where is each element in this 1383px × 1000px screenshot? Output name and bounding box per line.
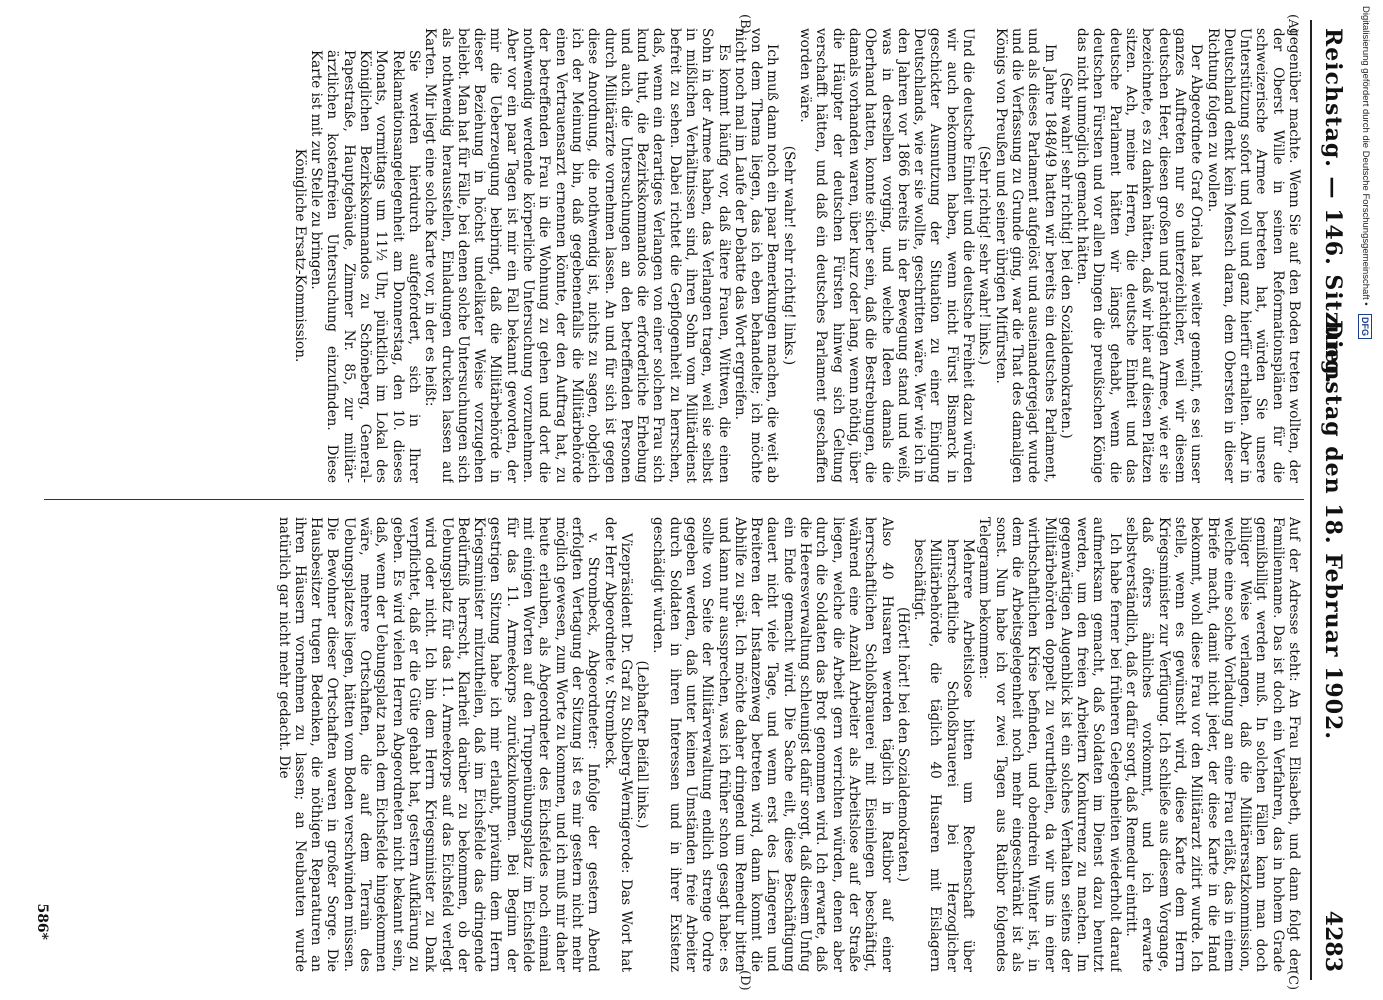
paragraph: Also 40 Husaren werden täglich in Ratibor auf einer herrschaftlichen Schloßbrauerei mit Eiseinlegen beschäftigt, während eine Anzahl Arbeiter als Arbeitslose auf der Straße liegen, welche die Arbeit gern verrichten würden, denen aber durch die Soldaten das Brot genommen wird. Ich erwarte, daß die Heeresverwaltung schleunigst dafür sorgt, daß diesem Unfug ein Ende gemacht wird. Die Sache eilt, diese Beschäftigung dauert nicht viele Tage, und wenn erst des Längeren und Breiteren der Instanzenweg betreten wird, dann kommt die Abhilfe zu spät. Ich möchte daher dringend um Remedur bitten und kann nur aussprechen, was ich früher schon gesagt habe: es sollte von Seite der Militärverwaltung endlich strenge Ordre gegeben werden, daß unter keinen Umständen freie Arbeiter durch Soldaten in ihren Interessen und in ihrer Existenz geschädigt würden.	[650, 517, 895, 972]
paragraph: Ich habe ferner bei früheren Gelegenheiten wiederholt darauf aufmerksam gemacht, daß Soldaten im Dienst dazu benutzt werden, um den freien Arbeitern Konkurrenz zu machen. Im gegenwärtigen Augenblick ist ein solches Verhalten seitens der Militärbehörden doppelt zu verurtheilen, da wir uns in einer wirthschaftlichen Krise befinden, und obendrein Winter ist, in dem die Arbeitsgelegenheit noch mehr eingeschränkt ist als sonst. Nun habe ich vor zwei Tagen aus Ratibor folgendes Telegramm bekommen:	[976, 517, 1123, 972]
right-column	[42, 517, 1302, 972]
header-date: Dienstag den 18. Februar 1902.	[1320, 320, 1346, 741]
interjection: (Sehr richtig! sehr wahr! links.)	[976, 145, 993, 366]
credit-text: Digitalisierung gefördert durch die Deutsche Forschungsgemeinschaft •	[1360, 6, 1371, 306]
interjection: (Sehr wahr! sehr richtig! bei den Sozialdemokraten.)	[1057, 72, 1074, 439]
paragraph: Auf der Adresse steht: An Frau Elisabeth, und dann folgt der Familienname. Das ist doch ein Verfahren, das in hohem Grade gemißbilligt werden muß. In solchen Fällen kann man doch billiger Weise verlangen, daß die Militärersatzkommission, welche eine solche Vorladung an eine Frau erläßt, das in einem Briefe macht, damit nicht jeder, der diese Karte in die Hand bekommt, wohl diese Frau vor den Militärarzt zitirt wurde. Ich stelle, wenn es gewünscht wird, diese Karte dem Herrn Kriegsminister zur Verfügung. Ich schließe aus diesem Vorgange, daß öfters ähnliches vorkommt, und ich erwarte selbstverständlich, daß er dafür sorgt, daß Remedur eintritt.	[1123, 517, 1302, 972]
marker-d: (D)	[737, 970, 752, 991]
paragraph: Es kommt häufig vor, daß ältere Frauen, Wittwen, die einen Sohn in der Armee haben, das Verlangen tragen, weil sie selbst in mißlichen Verhältnissen sind, ihren Sohn vom Militärdienst befreit zu sehen. Dabei richtet die Gepflogenheit zu herrschen, daß, wenn ein derartiges Verlangen von einer solchen Frau sich kund thut, die Bezirkskommandos die erforderliche Erhebung und auch die Untersuchungen an den betreffenden Personen durch Militärärzte vornehmen lassen. An und für sich ist gegen diese Anordnung, die nothwendig ist, nichts zu sagen, obgleich ich der Meinung bin, daß gegebenenfalls die Militärbehörde einen Vertrauensarzt ernennen könnte, der den Auftrag hat, zu der betreffenden Frau in die Wohnung zu gehen und dort die nothwendig werdende körperliche Untersuchung vorzunehmen. Aber vor ein paar Tagen ist mir ein Fall bekannt geworden, der mir die Ueberzeugung beibringt, daß die Militärbehörde in dieser Beziehung in höchst undelikater Weise vorzugehen beliebt. Man hat für Fälle, bei denen solche Untersuchungen sich als nothwendig herausstellen, Einladungen drucken lassen auf Karten. Mir liegt eine solche Karte vor, in der es heißt:	[422, 28, 732, 483]
interjection: (Sehr wahr! sehr richtig! links.)	[780, 145, 797, 366]
left-column	[42, 28, 1302, 483]
interjection: (Lebhafter Beifall links.)	[634, 660, 651, 829]
header-left: Reichstag. — 146. Sitzung.	[1320, 28, 1346, 385]
marker-c: (C)	[1285, 970, 1300, 991]
footer-mark: 586*	[34, 903, 50, 940]
paragraph: Der Abgeordnete Graf Oriola hat weiter gemeint, es sei unser ganzes Auftreten nur so unterzeichlicher, weil wir diesem deutschen Heer, diesen großen und prächtigen Armee, wie er sie bezeichnete, es zu danken hätten, daß wir hier auf diesen Plätzen sitzen. Ach, meine Herren, die deutsche Einheit und das deutsche Parlament hätten wir längst gehabt, wenn die deutschen Fürsten und vor allen Dingen die preußischen Könige das nicht unmöglich gemacht hätten.	[1074, 28, 1205, 483]
signature-line: Königliche Ersatz-Kommission.	[291, 148, 308, 363]
page-number: 4283	[1320, 910, 1346, 972]
newspaper-page	[34, 14, 1356, 991]
paragraph: Ich muß dann noch ein paar Bemerkungen machen, die weit ab von dem Thema liegen, das ich eben behandelte; ich möchte nicht noch mal im Laufe der Debatte das Wort ergreifen.	[731, 28, 781, 483]
marker-b: (B)	[737, 14, 752, 34]
speaker-intro: Vizepräsident Dr. Graf zu Stolberg-Wernigerode: Das Wort hat der Herr Abgeordnete v. Strombeck.	[601, 517, 634, 972]
column-divider	[44, 499, 1304, 500]
dfg-logo-icon: DFG	[1358, 314, 1372, 339]
paragraph: Und die deutsche Einheit und die deutsche Freiheit dazu würden wir auch bekommen haben, wenn nicht Fürst Bismarck in geschickter Ausnutzung der Situation zu einer Einigung Deutschlands, wie er sie wollte, geschritten wäre. Wer wie ich in den Jahren vor 1866 bereits in der Bewegung stand und weiß, was in derselben vorging, und welche Ideen damals die Oberhand hatten, konnte sicher sein, daß die Bestrebungen, die damals vorhanden waren, über kurz oder lang, wenn nöthig, über die Häupter der deutschen Fürsten hinweg sich Geltung verschafft hätten, und daß ein deutsches Parlament geschaffen worden wäre.	[797, 28, 977, 483]
page-header	[1310, 20, 1356, 980]
paragraph: gegenüber machte. Wenn Sie auf den Boden treten wollten, der der Oberst Wille in seinen Reformationsplänen für die schweizerische Armee betreten hat, würden Sie unsere Unterstützung sofort und voll und ganz hierfür erhalten. Aber in Deutschland denkt kein Mensch daran, dem Obersten in dieser Richtung folgen zu wollen.	[1204, 28, 1302, 483]
side-credit	[1358, 6, 1372, 339]
marker-a: (A)	[1285, 14, 1300, 34]
quoted-card-text: Sie werden hierdurch aufgefordert, sich in Ihrer Reklamationsangelegenheit am Donnerstag, den 10. dieses Monats, vormittags um 11½ Uhr, pünktlich im Lokal des Königlichen Bezirkskommandos zu Schöneberg, General-Papestraße, Hauptgebäude, Zimmer Nr. 85, zur militär-ärztlichen kostenfreien Untersuchung einzufinden. Diese Karte ist mit zur Stelle zu bringen.	[308, 50, 422, 483]
telegram-quote: Mehrere Arbeitslose bitten um Rechenschaft über herrschaftliche Schloßbrauerei bei Herzoglicher Militärbehörde, die täglich 40 Husaren mit Eislagern beschäftigt.	[911, 539, 977, 972]
paragraph: Im Jahre 1848/49 hatten wir bereits ein deutsches Parlament, und als dieses Parlament aufgelöst und auseinandergejagt wurde und die Verfassung zu Grunde ging, war die That des damaligen Königs von Preußen und seiner übrigen Mitfürsten.	[992, 28, 1058, 483]
interjection: (Hört! hört! bei den Sozialdemokraten.)	[894, 606, 911, 882]
paragraph: v. Strombeck, Abgeordneter: Infolge der gestern Abend erfolgten Vertagung der Sitzung ist es mir gestern nicht mehr möglich gewesen, zum Worte zu kommen, und ich muß mir daher heute erlauben, als Abgeordneter des Eichsfeldes noch einmal mit einigen Worten auf den Truppenübungsplatz im Eichsfelde für das 11. Armeekorps zurückzukommen. Bei Beginn der gestrigen Sitzung habe ich mir erlaubt, privatim dem Herrn Kriegsminister mitzutheilen, daß im Eichsfelde das dringende Bedürfniß herrscht, Klarheit darüber zu bekommen, ob der Uebungsplatz für das 11. Armeekorps auf das Eichsfeld verlegt wird oder nicht. Ich bin dem Herrn Kriegsminister zu Dank verpflichtet, daß er die Güte gehabt hat, gestern Aufklärung zu geben. Es wird vielen Herren Abgeordneten nicht bekannt sein, daß, wenn der Uebungsplatz nach dem Eichsfelde hingekommen wäre, mehrere Ortschaften, die auf dem Terrain des Uebungsplatzes liegen, hätten vom Boden verschwinden müssen. Die Bewohner dieser Ortschaften waren in großer Sorge. Die Hausbesitzer trugen Bedenken, die nöthigen Reparaturen an ihren Häusern vornehmen zu lassen; an Neubauten wurde natürlich gar nicht mehr gedacht. Die	[275, 517, 602, 972]
